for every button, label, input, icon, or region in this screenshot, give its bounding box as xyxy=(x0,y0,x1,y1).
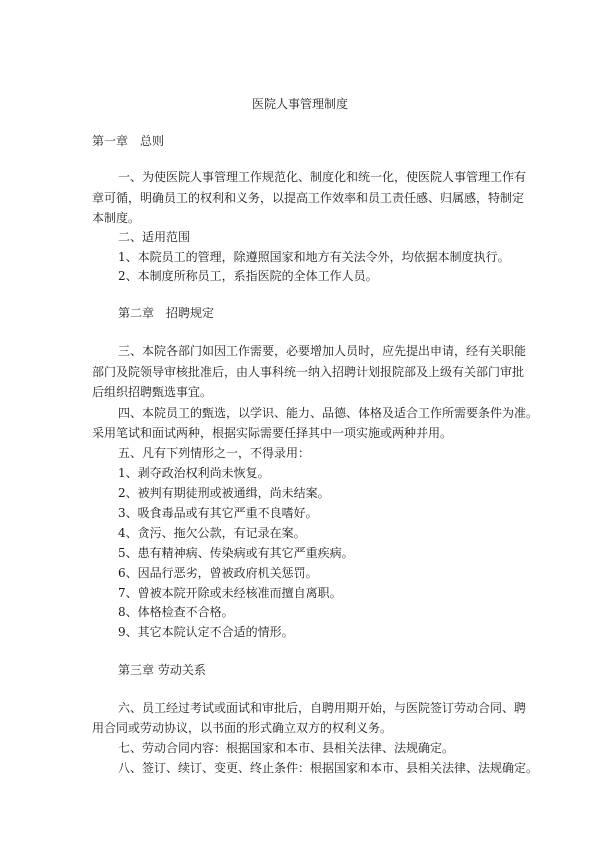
list-item: 1、剥夺政治权利尚未恢复。 xyxy=(118,466,270,480)
list-item: 1、本院员工的管理，除遵照国家和地方有关法令外，均依据本制度执行。 xyxy=(118,250,510,264)
paragraph-6-line: 用合同或劳动协议，以书面的形式确立双方的权利义务。 xyxy=(92,721,393,735)
paragraph-3-line: 部门及院领导审核批准后，由人事科统一纳入招聘计划报院部及上级有关部门审批 xyxy=(92,365,525,379)
list-item: 2、本制度所称员工，系指医院的全体工作人员。 xyxy=(118,269,378,283)
list-item: 8、体格检查不合格。 xyxy=(118,605,234,619)
list-item: 7、曾被本院开除或未经核准而擅自离职。 xyxy=(118,586,342,600)
paragraph-8: 八、签订、续订、变更、终止条件：根据国家和本市、县相关法律、法规确定。 xyxy=(118,761,539,775)
paragraph-3-line: 三、本院各部门如因工作需要，必要增加人员时，应先提出申请，经有关职能 xyxy=(118,344,527,358)
list-item: 5、患有精神病、传染病或有其它严重疾病。 xyxy=(118,546,354,560)
list-item: 6、因品行恶劣，曾被政府机关惩罚。 xyxy=(118,566,318,580)
list-item: 4、贪污、拖欠公款，有记录在案。 xyxy=(118,526,306,540)
list-item: 2、被判有期徒刑或被通缉，尚未结案。 xyxy=(118,486,330,500)
paragraph-4-line: 四、本院员工的甄选，以学识、能力、品德、体格及适合工作所需要条件为准。 xyxy=(118,406,539,420)
paragraph-5: 五、凡有下列情形之一，不得录用： xyxy=(118,446,311,460)
paragraph-6-line: 六、员工经过考试或面试和审批后，自聘用期开始，与医院签订劳动合同、聘 xyxy=(118,701,527,715)
list-item: 3、吸食毒品或有其它严重不良嗜好。 xyxy=(118,506,318,520)
chapter-3-heading: 第三章 劳动关系 xyxy=(118,663,206,677)
paragraph-3-line: 后组织招聘甄选事宜。 xyxy=(92,385,213,399)
paragraph-7: 七、劳动合同内容：根据国家和本市、县相关法律、法规确定。 xyxy=(118,741,455,755)
document-title: 医院人事管理制度 xyxy=(251,97,348,111)
paragraph-1-line: 章可循，明确员工的权利和义务，以提高工作效率和员工责任感、归属感，特制定 xyxy=(92,191,525,205)
chapter-1-heading: 第一章 总则 xyxy=(92,134,165,148)
paragraph-2: 二、适用范围 xyxy=(118,230,191,244)
paragraph-4-line: 采用笔试和面试两种，根据实际需要任择其中一项实施或两种并用。 xyxy=(92,426,453,440)
chapter-2-heading: 第二章 招聘规定 xyxy=(118,306,215,320)
paragraph-1-line: 一、为使医院人事管理工作规范化、制度化和统一化，使医院人事管理工作有 xyxy=(118,170,527,184)
paragraph-1-line: 本制度。 xyxy=(92,211,141,225)
list-item: 9、其它本院认定不合适的情形。 xyxy=(118,625,294,639)
